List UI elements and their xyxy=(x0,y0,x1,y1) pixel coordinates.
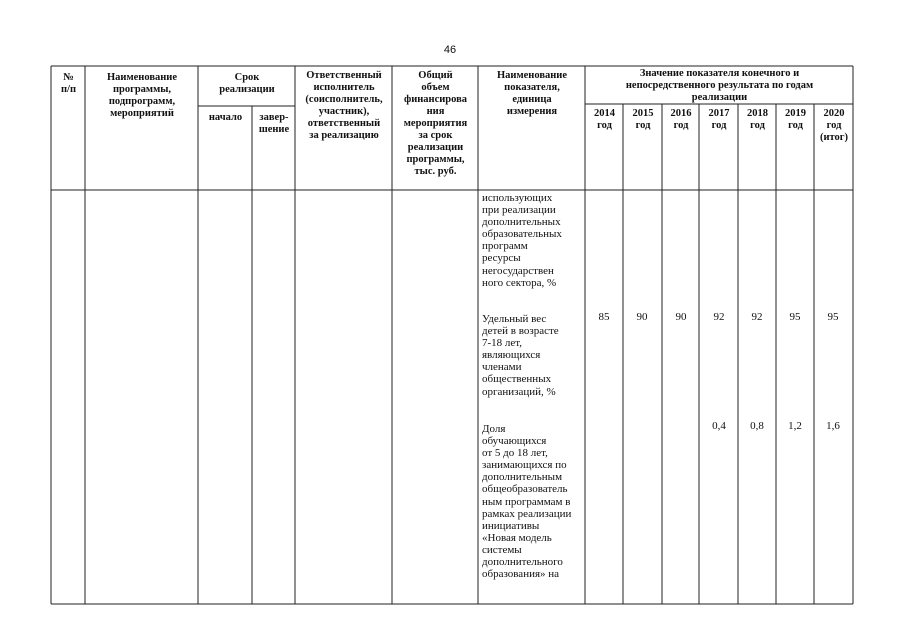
header-term-start: начало xyxy=(208,112,243,123)
header-indicator: Наименование показателя, единица измерения xyxy=(497,70,567,117)
header-term-end: завер- шение xyxy=(258,112,290,135)
indicator-name-1: использующих при реализации дополнительных образовательных программ ресурсы негосударствен ного сектора, % xyxy=(482,192,562,289)
indicator-2-value-2017: 92 xyxy=(713,311,725,323)
indicator-name-2: Удельный вес детей в возрасте 7-18 лет, являющихся членами общественных организаций, % xyxy=(482,313,559,398)
header-term: Срок реализации xyxy=(219,72,275,95)
indicator-2-value-2020: 95 xyxy=(827,311,839,323)
indicator-3-value-2017: 0,4 xyxy=(712,420,726,432)
indicator-2-value-2019: 95 xyxy=(789,311,801,323)
header-year-2016: 2016 год xyxy=(670,108,692,131)
indicator-3-value-2020: 1,6 xyxy=(826,420,840,432)
header-name: Наименование программы, подпрограмм, мероприятий xyxy=(107,72,177,119)
indicator-2-value-2016: 90 xyxy=(675,311,687,323)
header-year-2018: 2018 год xyxy=(747,108,768,131)
indicator-2-value-2015: 90 xyxy=(636,311,648,323)
indicator-3-value-2019: 1,2 xyxy=(788,420,802,432)
header-finance: Общий объем финансирова ния мероприятия за срок реализации программы, тыс. руб. xyxy=(403,70,468,177)
header-year-2017: 2017 год xyxy=(708,108,730,131)
header-year-2014: 2014 год xyxy=(594,108,615,131)
indicator-3-value-2018: 0,8 xyxy=(750,420,764,432)
header-executor: Ответственный исполнитель (соисполнитель, участник), ответственный за реализацию xyxy=(305,70,383,141)
page-number: 46 xyxy=(443,44,457,56)
indicator-2-value-2018: 92 xyxy=(751,311,763,323)
header-num: № п/п xyxy=(60,72,77,95)
indicator-name-3: Доля обучающихся от 5 до 18 лет, занимающихся по дополнительным общеобразователь ным программам в рамках реализации инициативы «Новая модель системы дополнительного образования» на xyxy=(482,423,572,581)
header-values: Значение показателя конечного и непосредственного результата по годам реализации xyxy=(625,68,814,103)
header-year-2020: 2020 год (итог) xyxy=(819,108,849,143)
header-year-2015: 2015 год xyxy=(632,108,654,131)
header-year-2019: 2019 год xyxy=(785,108,806,131)
indicator-2-value-2014: 85 xyxy=(598,311,610,323)
